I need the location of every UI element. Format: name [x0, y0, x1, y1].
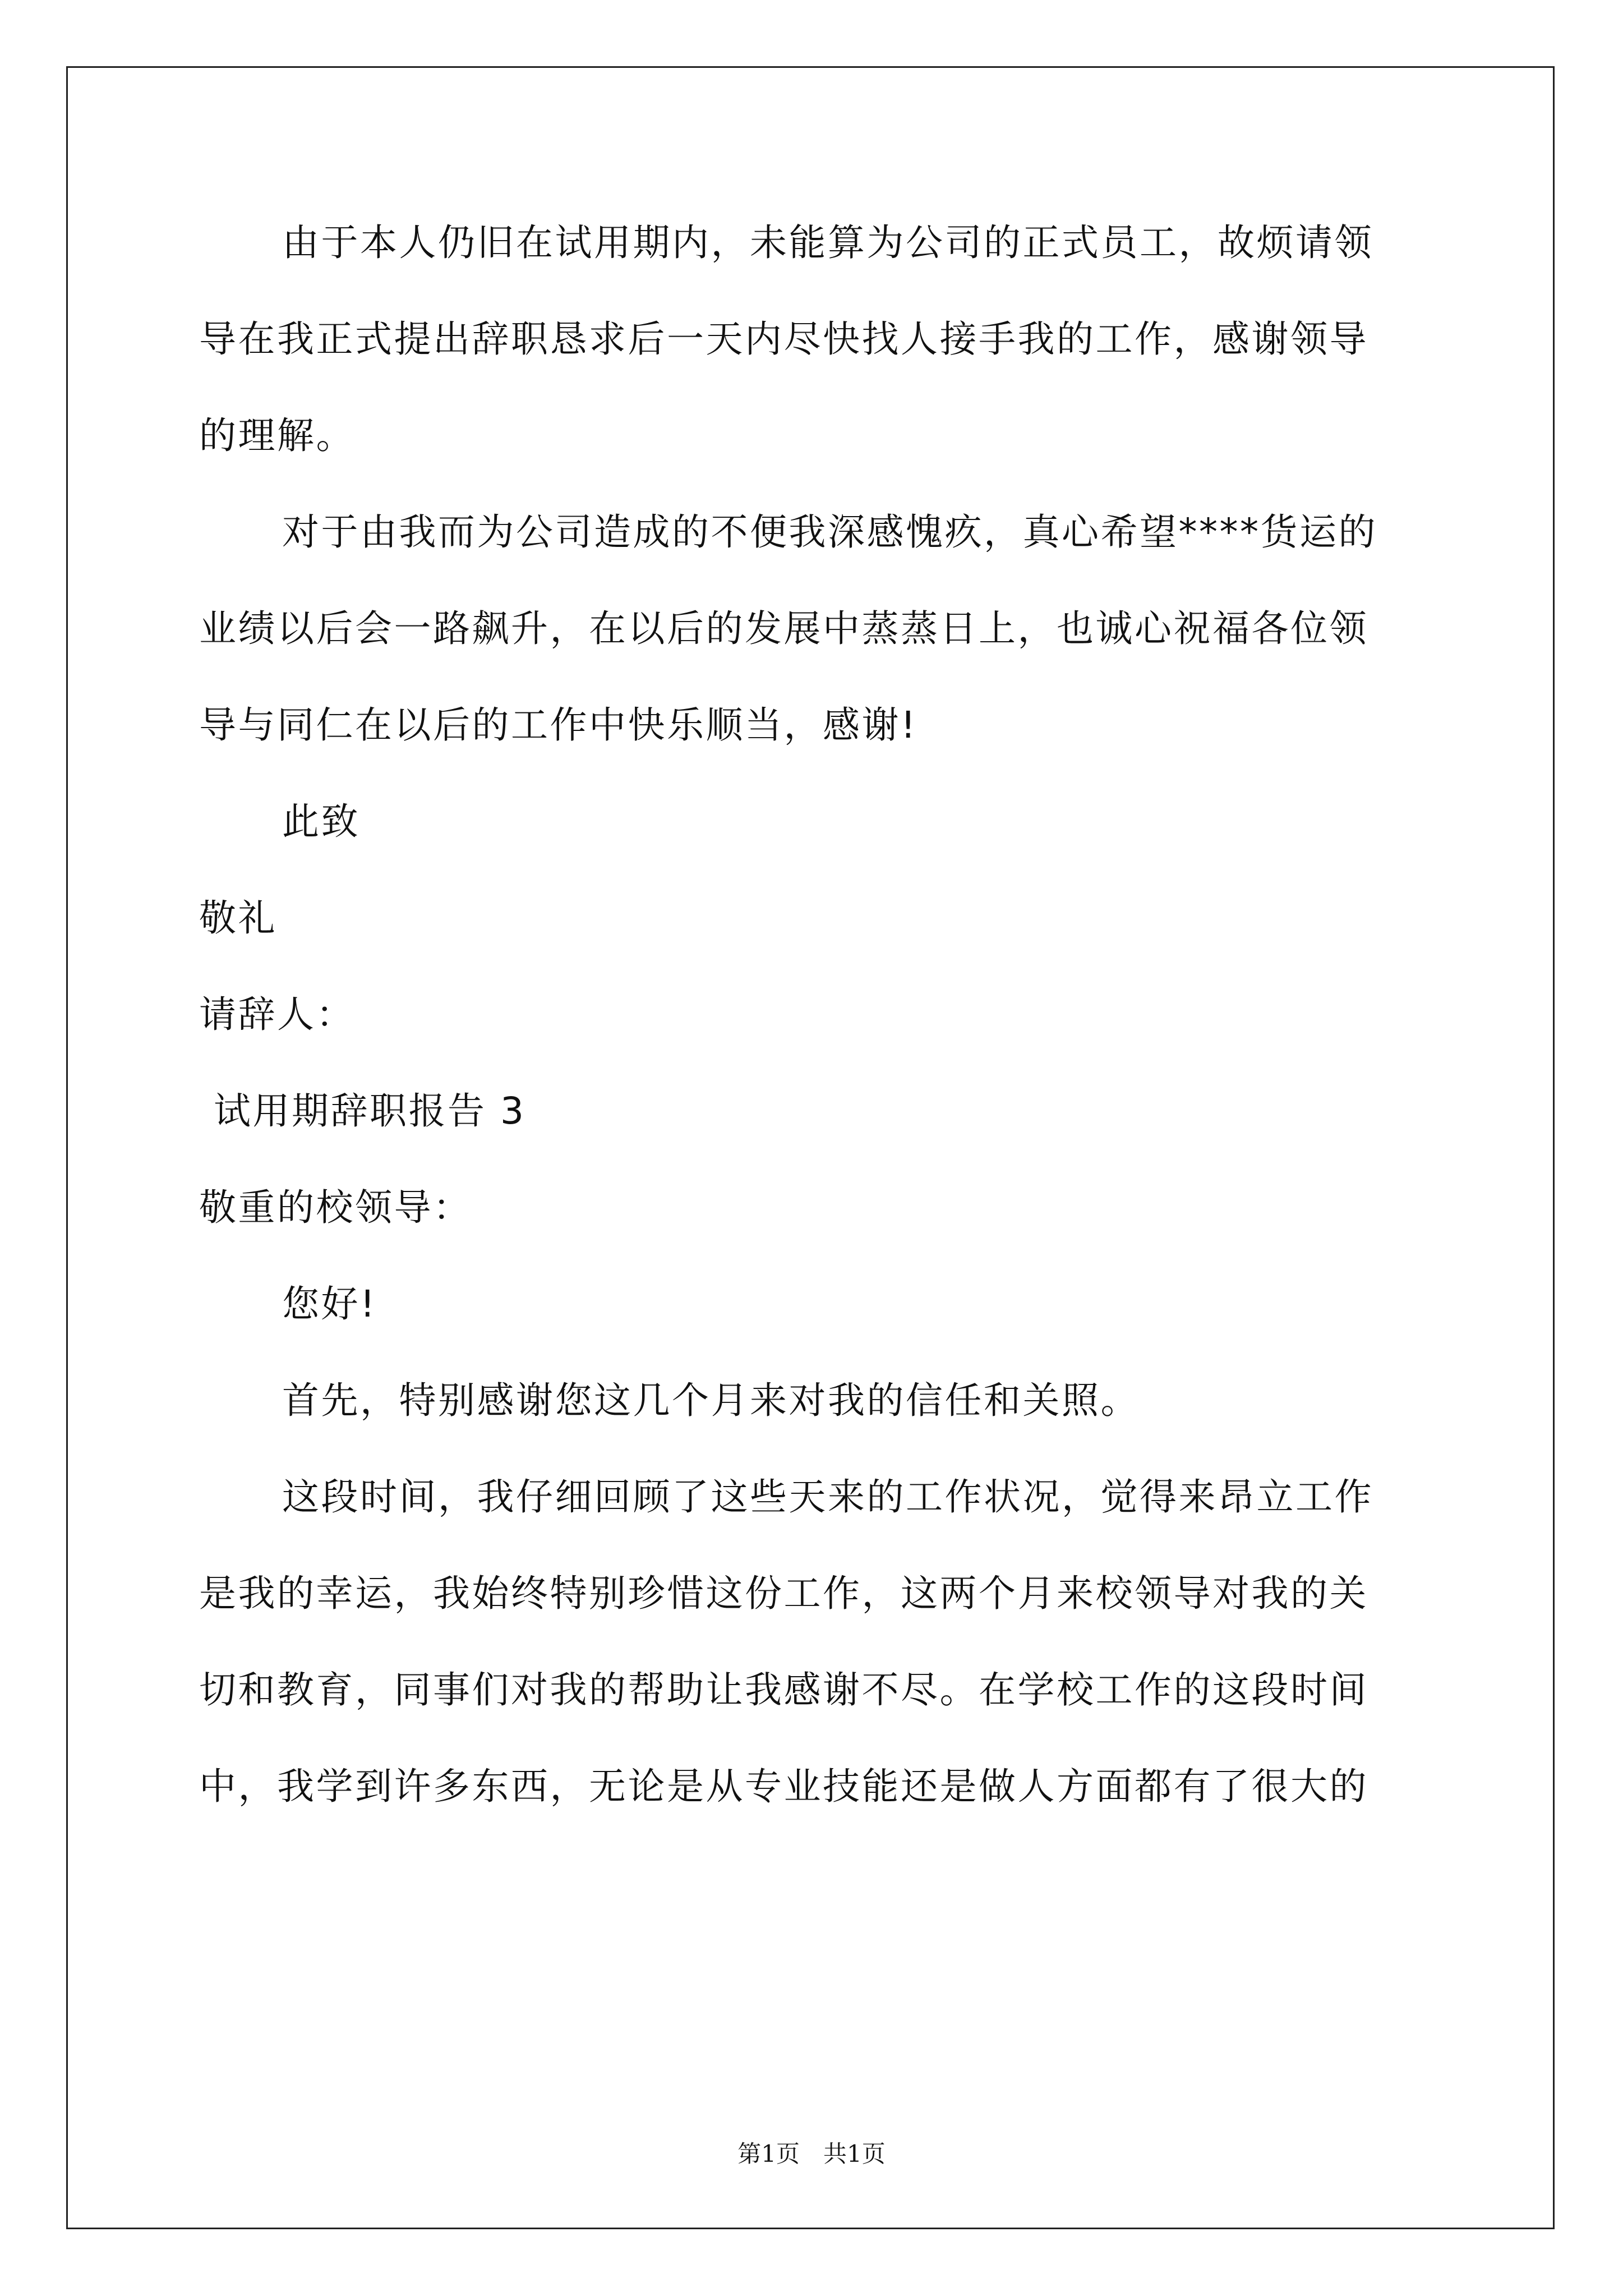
text-line: 对于由我而为公司造成的不便我深感愧疚，真心希望****货运的	[282, 510, 1377, 554]
text-line: 中，我学到许多东西，无论是从专业技能还是做人方面都有了很大的	[199, 1765, 1368, 1808]
greeting-line: 敬重的校领导：	[199, 1186, 472, 1229]
text-line: 这段时间，我仔细回顾了这些天来的工作状况，觉得来昂立工作	[282, 1475, 1373, 1519]
text-line: 切和教育，同事们对我的帮助让我感谢不尽。在学校工作的这段时间	[199, 1668, 1368, 1711]
page-border	[66, 66, 1555, 2229]
signature-line: 请辞人：	[199, 993, 355, 1036]
text-line: 首先，特别感谢您这几个月来对我的信任和关照。	[282, 1379, 1140, 1422]
text-line: 是我的幸运，我始终特别珍惜这份工作，这两个月来校领导对我的关	[199, 1572, 1368, 1615]
greeting-line: 您好!	[282, 1282, 377, 1326]
section-heading: 试用期辞职报告 3	[214, 1089, 526, 1133]
salutation-line: 此致	[282, 800, 360, 843]
text-line: 的理解。	[199, 414, 355, 457]
salutation-line: 敬礼	[199, 896, 277, 940]
page-footer: 第1页 共1页	[737, 2140, 886, 2168]
text-line: 导在我正式提出辞职恳求后一天内尽快找人接手我的工作，感谢领导	[199, 318, 1368, 361]
text-line: 业绩以后会一路飙升，在以后的发展中蒸蒸日上，也诚心祝福各位领	[199, 607, 1368, 650]
text-line: 由于本人仍旧在试用期内，未能算为公司的正式员工，故烦请领	[282, 221, 1373, 264]
text-line: 导与同仁在以后的工作中快乐顺当，感谢!	[199, 703, 917, 747]
